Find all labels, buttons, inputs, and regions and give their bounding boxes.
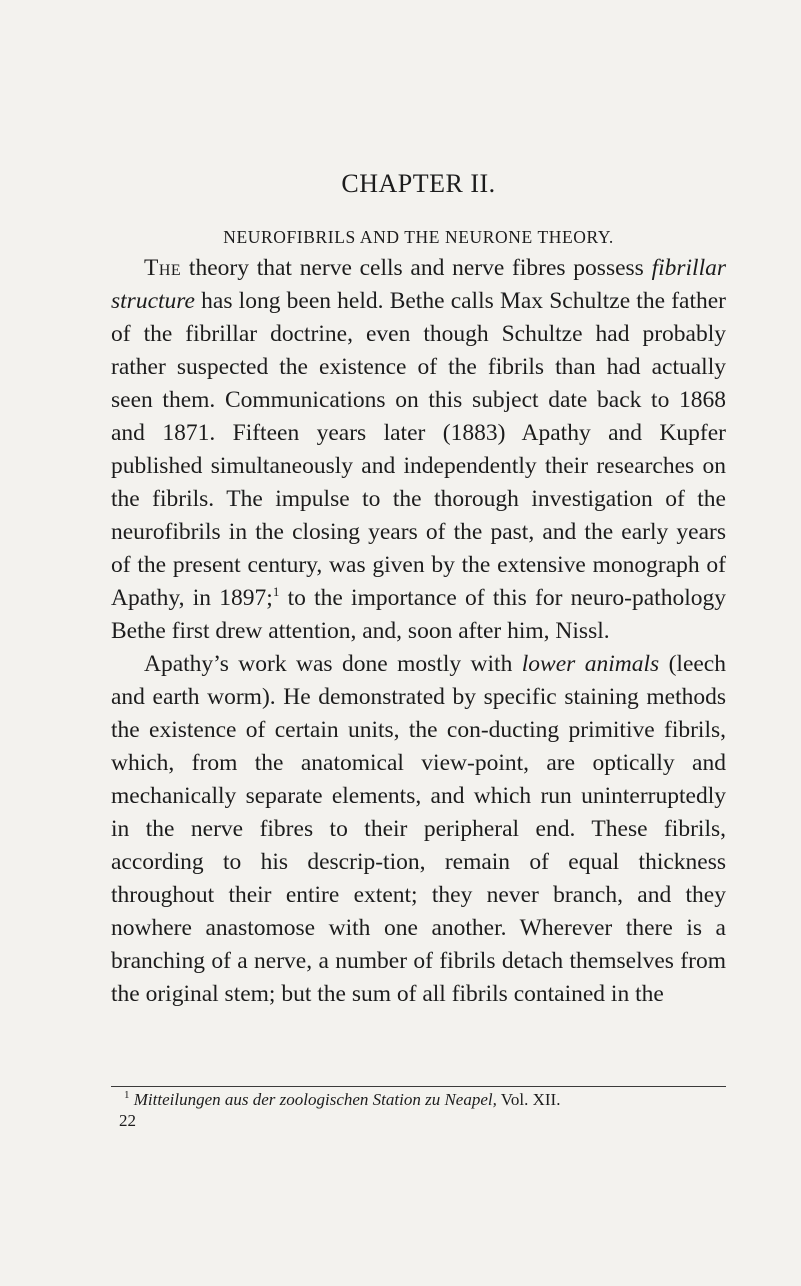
body-text [111, 252, 726, 1011]
footnote-divider [111, 1086, 726, 1087]
paragraph-1 [111, 252, 726, 648]
paragraph-2-text-b: (leech and earth worm). He demonstrated by specific staining methods the existence of certain units, the con-ducting primitive fibrils, which, from the anatomical view-point, are optically and mechanically separate elements, and which run uninterruptedly in the nerve fibres to their peripheral end. These fibrils, according to his descrip-tion, remain of equal thickness throughout their entire extent; they never branch, and they nowhere anastomose with one another. Wherever there is a branching of a nerve, a number of fibrils detach themselves from the original stem; but the sum of all fibrils contained in the [111, 651, 726, 1007]
footnote-citation-rest: Vol. XII. [496, 1090, 561, 1109]
page-number: 22 [119, 1111, 136, 1130]
paragraph-2-text-a: Apathy’s work was done mostly with [144, 651, 522, 677]
emphasis-fibrillar-structure: fibrillar structure [111, 255, 726, 314]
paragraph-1-text-b: has long been held. Bethe calls Max Schultze the father of the fibrillar doctrine, even though Schultze had probably rather suspected the existence of the fibrils than had actually seen them. Communications on this subject date back to 1868 and 1871. Fifteen years later (1883) Apathy and Kupfer published simultaneously and independently their researches on the fibrils. The impulse to the thorough investigation of the neurofibrils in the closing years of the past, and the early years of the present century, was given by the extensive monograph of Apathy, in 1897; [111, 288, 726, 611]
paragraph-1-text-c: to the importance of this for neuro-pathology Bethe first drew attention, and, soon after him, Nissl. [111, 585, 726, 644]
section-title: NEUROFIBRILS AND THE NEURONE THEORY. [223, 227, 614, 247]
paragraph-2 [111, 648, 726, 1011]
footnote-reference: 1 [272, 584, 280, 599]
paragraph-lead-word: The [144, 255, 182, 281]
book-page [111, 0, 726, 1286]
emphasis-lower-animals: lower animals [521, 651, 660, 677]
paragraph-1-text-a: theory that nerve cells and nerve fibres possess [181, 255, 652, 281]
footnote [111, 1089, 726, 1111]
footnote-marker: 1 [124, 1089, 130, 1101]
footnote-citation-title: Mitteilungen aus der zoologischen Station zu Neapel, [133, 1090, 497, 1109]
chapter-title: CHAPTER II. [341, 169, 496, 198]
